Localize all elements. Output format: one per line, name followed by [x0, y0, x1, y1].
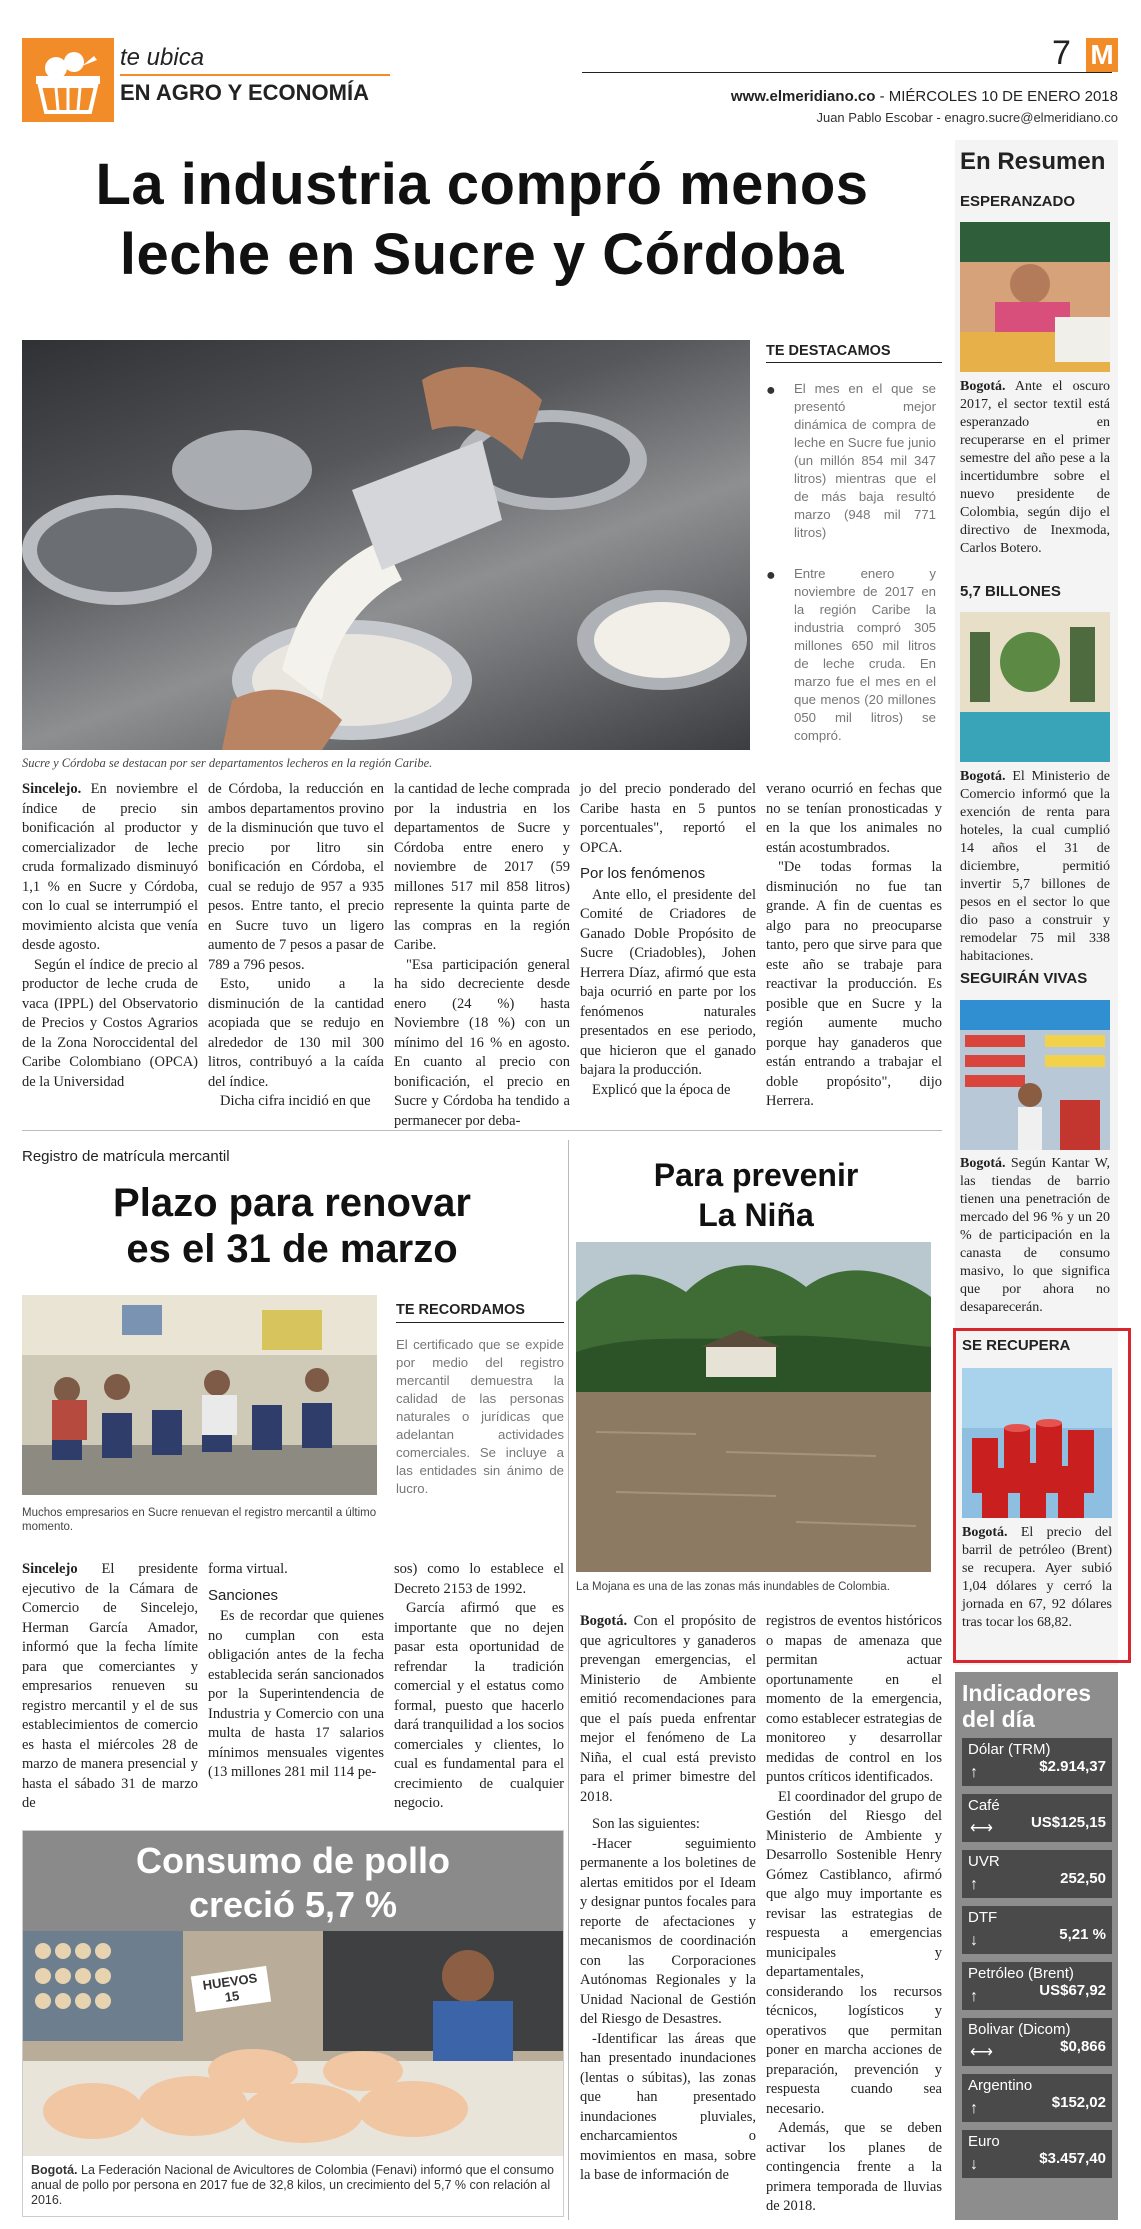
dateline-city: Bogotá.	[580, 1613, 628, 1629]
indicator-name: Bolivar (Dicom)	[968, 2021, 1071, 2038]
indicator-row	[962, 2074, 1112, 2122]
indicators-title-line1: Indicadores	[962, 1680, 1092, 1706]
paragraph: Según el índice de precio al productor de leche cruda de vaca (IPPL) del Observatorio de Precios y Costos Agrarios de la Zona Noroccidental del Caribe Colombiano (OPCA) de la Universidad	[22, 956, 198, 1090]
arrow-down-icon: ↓	[970, 1932, 978, 1949]
site-url[interactable]: www.elmeridiano.co	[730, 88, 876, 105]
registro-col-3	[394, 1560, 564, 1814]
indicator-name: Café	[968, 1797, 1000, 1814]
paragraph: Con el propósito de que agricultores y ganaderos prevengan emergencias, el Ministerio de Ambiente emitió recomendaciones para que el país pueda enfrentar mejor el fenómeno de La Niña, el cual está previsto para el primer bimestre del 2018.	[580, 1613, 756, 1805]
registro-photo-caption: Muchos empresarios en Sucre renuevan el registro mercantil a último momento.	[22, 1507, 377, 1533]
brand-logo: M	[1086, 38, 1118, 72]
indicator-name: UVR	[968, 1853, 1000, 1870]
resumen-title: En Resumen	[960, 148, 1106, 175]
highlights-rule	[766, 362, 942, 363]
main-col-4	[580, 780, 756, 1100]
nina-col-2	[766, 1612, 942, 2217]
registro-col-1	[22, 1560, 198, 1814]
textile-photo	[960, 222, 1110, 372]
byline: Juan Pablo Escobar - enagro.sucre@elmeridiano.co	[816, 110, 1118, 125]
highlight-item	[766, 565, 936, 745]
pollo-headline-line2: creció 5,7 %	[188, 1884, 398, 1925]
indicator-value: US$67,92	[1039, 1982, 1106, 1999]
registro-headline-line2: es el 31 de marzo	[126, 1227, 458, 1271]
main-headline-line2: leche en Sucre y Córdoba	[119, 222, 845, 287]
indicator-row	[962, 1738, 1112, 1786]
section-divider-vertical	[568, 1140, 569, 2220]
indicator-value: $152,02	[1051, 2094, 1106, 2111]
indicator-row	[962, 1794, 1112, 1842]
highlight-text: El mes en el que se presentó mejor dinámica de compra de leche en Sucre fue junio (un millón 854 mil 347 litros) mientras que el de más baja resultó marzo (948 mil 771 litros)	[794, 381, 936, 540]
arrow-both-icon: ⟷	[970, 1820, 993, 1837]
indicator-value: $3.457,40	[1039, 2150, 1106, 2167]
main-col-5	[766, 780, 942, 1112]
egg-price-sign: HUEVOS 15	[191, 1966, 271, 2012]
paragraph: Esto, unido a la disminución de la cantidad acopiada que se redujo en alrededor de 130 mil 300 litros, contribuyó a la caída del índice.	[208, 976, 384, 1090]
nina-headline-line1: Para prevenir	[653, 1157, 859, 1193]
indicator-name: Argentino	[968, 2077, 1033, 2094]
indicator-name: Petróleo (Brent)	[968, 1965, 1074, 1982]
indicator-value: US$125,15	[1030, 1814, 1106, 1831]
indicator-row	[962, 1906, 1112, 1954]
bullet-icon: ●	[766, 382, 776, 399]
registro-photo	[22, 1295, 377, 1495]
dateline-city: Bogotá.	[960, 769, 1006, 784]
section-divider	[120, 74, 390, 76]
resumen-item-text	[960, 378, 1110, 558]
indicator-row	[962, 1962, 1112, 2010]
paragraph: la cantidad de leche comprada por la industria en los departamentos de Sucre y Córdoba entre enero y noviembre de 2017 (59 millones 517 mil 858 litros) represente la quinta parte de las compras en la región Caribe.	[394, 781, 570, 953]
highlights-title: TE DESTACAMOS	[766, 343, 891, 359]
paragraph: El presidente ejecutivo de la Cámara de Comercio de Sincelejo, Herman García Amador, informó que la fecha límite para que comerciantes y empresarios renueven su registro mercantil y el de sus establecimientos de comercio es hasta el miércoles 28 de marzo de manera presencial y hasta el sábado 31 de marzo de	[22, 1561, 198, 1811]
paragraph: -Hacer seguimiento permanente a los boletines de alertas emitidos por el Ideam y designar puntos focales para reporte de afectaciones y mecanismos de coordinación con las Corporaciones Autónomas Regionales y la Unidad Nacional de Gestión del Riesgo de Desastres.	[580, 1835, 756, 2027]
paragraph: sos) como lo establece el Decreto 2153 de 1992.	[394, 1561, 564, 1597]
main-col-3	[394, 780, 570, 1131]
paragraph: Son las siguientes:	[592, 1816, 700, 1832]
indicator-row	[962, 2130, 1112, 2178]
paragraph: En noviembre el índice de precio sin bonificación al productor y comercializador de leche cruda formalizado disminuyó 1,1 % en Sucre y Córdoba, con lo cual se interrumpió el movimiento alcista que venía desde agosto.	[22, 781, 198, 953]
paragraph: El coordinador del grupo de Gestión del Riesgo del Ministerio de Ambiente y Desarrollo Sostenible Henry Gómez Castiblanco, afirmó que algo muy importante es revisar las estrategias de respuesta a emergencias municipales y departamentales, considerando los recursos técnicos, logísticos y operativos que permitan poner en marcha acciones de preparación, prevención y respuesta cuando sea necesario.	[766, 1788, 942, 2117]
dateline-city: Bogotá.	[962, 1525, 1008, 1540]
paragraph: forma virtual.	[208, 1561, 288, 1577]
nina-photo-caption: La Mojana es una de las zonas más inundables de Colombia.	[576, 1581, 890, 1593]
main-headline	[22, 150, 942, 290]
indicator-value: 252,50	[1060, 1870, 1106, 1887]
section-small-label: te ubica	[120, 44, 205, 71]
dateline-city: Bogotá.	[960, 379, 1006, 394]
resumen-item-head: 5,7 BILLONES	[960, 583, 1061, 600]
highlight-item	[766, 380, 936, 542]
basket-icon	[22, 38, 114, 122]
resumen-item-head: SE RECUPERA	[962, 1337, 1071, 1354]
paragraph: "Esa participación general ha sido decreciente desde enero (24 %) hasta Noviembre (18 %) con un mínimo del 16 % en agosto. En cuanto al precio con bonificación, el precio en Sucre y Córdoba ha tendido a permanecer por deba-	[394, 956, 570, 1129]
paragraph: Ante el oscuro 2017, el sector textil está esperanzado en recuperarse en el primer semestre del año pese a la incertidumbre sobre el nuevo presidente de Colombia, según dijo el directivo de Inexmoda, Carlos Botero.	[960, 379, 1110, 556]
reminder-rule	[396, 1322, 564, 1323]
indicator-name: DTF	[968, 1909, 998, 1926]
hotel-photo	[960, 612, 1110, 762]
registro-headline-line1: Plazo para renovar	[113, 1181, 471, 1225]
pollo-photo	[23, 1931, 563, 2156]
dateline-city: Bogotá.	[960, 1156, 1006, 1171]
arrow-up-icon: ↑	[970, 2100, 978, 2117]
paragraph: García afirmó que es importante que no dejen pasar esta oportunidad de refrendar la tradición comercial y el estatus como formal, puesto que hacerlo dará tranquilidad a los socios comerciales y clientes, lo cual es fundamental para el crecimiento de cualquier negocio.	[394, 1600, 564, 1811]
indicator-row	[962, 2018, 1112, 2066]
paragraph: Explicó que la época de	[592, 1081, 731, 1098]
resumen-item-text	[960, 1155, 1110, 1317]
main-headline-line1: La industria compró menos	[95, 152, 869, 217]
paragraph: Además, que se deben activar los planes de contingencia frente a la primera temporada de lluvias de 2018.	[766, 2120, 942, 2214]
section-divider-horizontal	[22, 1130, 942, 1131]
nina-photo	[576, 1242, 931, 1572]
arrow-up-icon: ↑	[970, 1876, 978, 1893]
indicator-value: 5,21 %	[1059, 1926, 1106, 1943]
registro-headline	[22, 1180, 562, 1272]
subheading: Sanciones	[208, 1586, 279, 1604]
indicators-title	[962, 1680, 1091, 1732]
paragraph: jo del precio ponderado del Caribe hasta en 5 puntos porcentuales", reportó el OPCA.	[580, 781, 756, 856]
paragraph: registros de eventos históricos o mapas de amenaza que permitan actuar oportunamente en el momento de la emergencia, como establecer estrategias de monitoreo y desarrollar medidas de control en los puntos críticos identificados.	[766, 1613, 942, 1785]
indicators-title-line2: del día	[962, 1706, 1035, 1732]
paragraph: de Córdoba, la reducción en ambos departamentos provino de la disminución que tuvo el precio por litro sin bonificación en Córdoba, el cual se redujo de 957 a 935 pesos. Entre tanto, el precio en Sucre tuvo un ligero aumento de 7 pesos a pasar de 789 a 796 pesos.	[208, 781, 384, 973]
dateline-city: Sincelejo	[22, 1561, 78, 1577]
pollo-caption	[31, 2163, 555, 2208]
oil-barrels-photo	[962, 1368, 1112, 1518]
arrow-both-icon: ⟷	[970, 2044, 993, 2061]
nina-headline-line2: La Niña	[698, 1197, 814, 1233]
paragraph: Según Kantar W, las tiendas de barrio tienen una penetración de mercado del 96 % y un 20 % de participación en la canasta de consumo masivo, lo que significa que por ahora no desaparecerán.	[960, 1156, 1110, 1315]
arrow-up-icon: ↑	[970, 1988, 978, 2005]
paragraph: Dicha cifra incidió en que	[220, 1093, 371, 1109]
main-col-2	[208, 780, 384, 1112]
paragraph: "De todas formas la disminución no fue tan grande. A fin de cuentas es algo para no preocuparse tanto, pero que sirve para que este año se trabaje para reactivar la producción. Es posible que en Sucre y la región aumente mucho porque hay ganaderos que están entrando a trabajar el doble propósito", dijo Herrera.	[766, 859, 942, 1109]
paragraph: Ante ello, el presidente del Comité de Criadores de Ganado Doble Propósito de Sucre (Criadobles), Johen Herrera Díaz, afirmó que esta baja ocurrió en parte por los fenómenos naturales presentados en ese periodo, que hicieron que el ganado bajara la producción.	[580, 886, 756, 1078]
pollo-headline	[23, 1831, 563, 1931]
registro-kicker: Registro de matrícula mercantil	[22, 1148, 230, 1165]
paragraph: verano ocurrió en fechas que no se tenían pronosticadas y en la que los animales no están acostumbrados.	[766, 781, 942, 856]
indicator-row	[962, 1850, 1112, 1898]
subheading: Por los fenómenos	[580, 865, 706, 882]
main-col-1	[22, 780, 198, 1092]
resumen-item-head: SEGUIRÁN VIVAS	[960, 970, 1088, 987]
pollo-box	[22, 1830, 564, 2217]
registro-col-2	[208, 1560, 384, 1783]
nina-col-1	[580, 1612, 756, 2186]
section-big-label: EN AGRO Y ECONOMÍA	[120, 80, 369, 105]
store-photo	[960, 1000, 1110, 1150]
paragraph: El Ministerio de Comercio informó que la exención de renta para hoteles, la cual cumplió 14 años el 31 de diciembre, permitió invertir 5,7 billones de pesos en el sector lo que dio paso a construir y remodelar 75 mil 338 habitaciones.	[960, 769, 1110, 964]
paragraph: -Identificar las áreas que han presentado inundaciones (lentas o súbitas), las zonas que han presentado inundaciones pluviales, encharcamientos o movimientos en masa, sobre la base de información de	[580, 2030, 756, 2183]
indicator-value: $2.914,37	[1039, 1758, 1106, 1775]
reminder-text: El certificado que se expide por medio del registro mercantil demuestra la calidad de las personas naturales o jurídicas que adelantan actividades comerciales. Se incluye a las entidades sin ánimo de lucro.	[396, 1337, 564, 1496]
dateline-city: Bogotá.	[31, 2163, 78, 2177]
milk-photo-caption: Sucre y Córdoba se destacan por ser departamentos lecheros en la región Caribe.	[22, 756, 433, 770]
resumen-item-text	[962, 1524, 1112, 1632]
dateline-city: Sincelejo.	[22, 781, 82, 797]
nina-headline	[576, 1155, 936, 1235]
section-logo	[22, 38, 114, 122]
resumen-item-text	[960, 768, 1110, 966]
caption-text: La Federación Nacional de Avicultores de Colombia (Fenavi) informó que el consumo anual de pollo por persona en 2017 fue de 32,8 kilos, un crecimiento del 5,7 % con relación al 2016.	[31, 2163, 554, 2207]
arrow-down-icon: ↓	[970, 2156, 978, 2173]
reminder-title: TE RECORDAMOS	[396, 1302, 525, 1318]
highlight-text: Entre enero y noviembre de 2017 en la región Caribe la industria compró 305 millones 650 mil litros de leche cruda. En marzo fue el mes en el que menos (20 millones 050 mil litros) se compró.	[794, 566, 936, 743]
resumen-item-head: ESPERANZADO	[960, 193, 1076, 210]
issue-date: - MIÉRCOLES 10 DE ENERO 2018	[875, 88, 1118, 105]
indicator-name: Euro	[968, 2133, 1000, 2150]
paragraph: El precio del barril de petróleo (Brent) se recupera. Ayer subió 1,04 dólares y cerró la jornada en 67, 92 dólares tras tocar los 68,82.	[962, 1525, 1112, 1630]
dateline	[600, 88, 1118, 105]
bullet-icon: ●	[766, 567, 776, 584]
milk-photo	[22, 340, 750, 750]
pollo-headline-line1: Consumo de pollo	[136, 1840, 450, 1881]
paragraph: Es de recordar que quienes no cumplan con esta obligación antes de la fecha establecida serán sancionados por la Superintendencia de Industria y Comercio con una multa de hasta 17 salarios mínimos mensuales vigentes (13 millones 281 mil 114 pe-	[208, 1608, 384, 1780]
arrow-up-icon: ↑	[970, 1764, 978, 1781]
page-number: 7	[1052, 34, 1071, 72]
indicator-name: Dólar (TRM)	[968, 1741, 1051, 1758]
header-rule	[582, 72, 1112, 73]
indicator-value: $0,866	[1060, 2038, 1106, 2055]
